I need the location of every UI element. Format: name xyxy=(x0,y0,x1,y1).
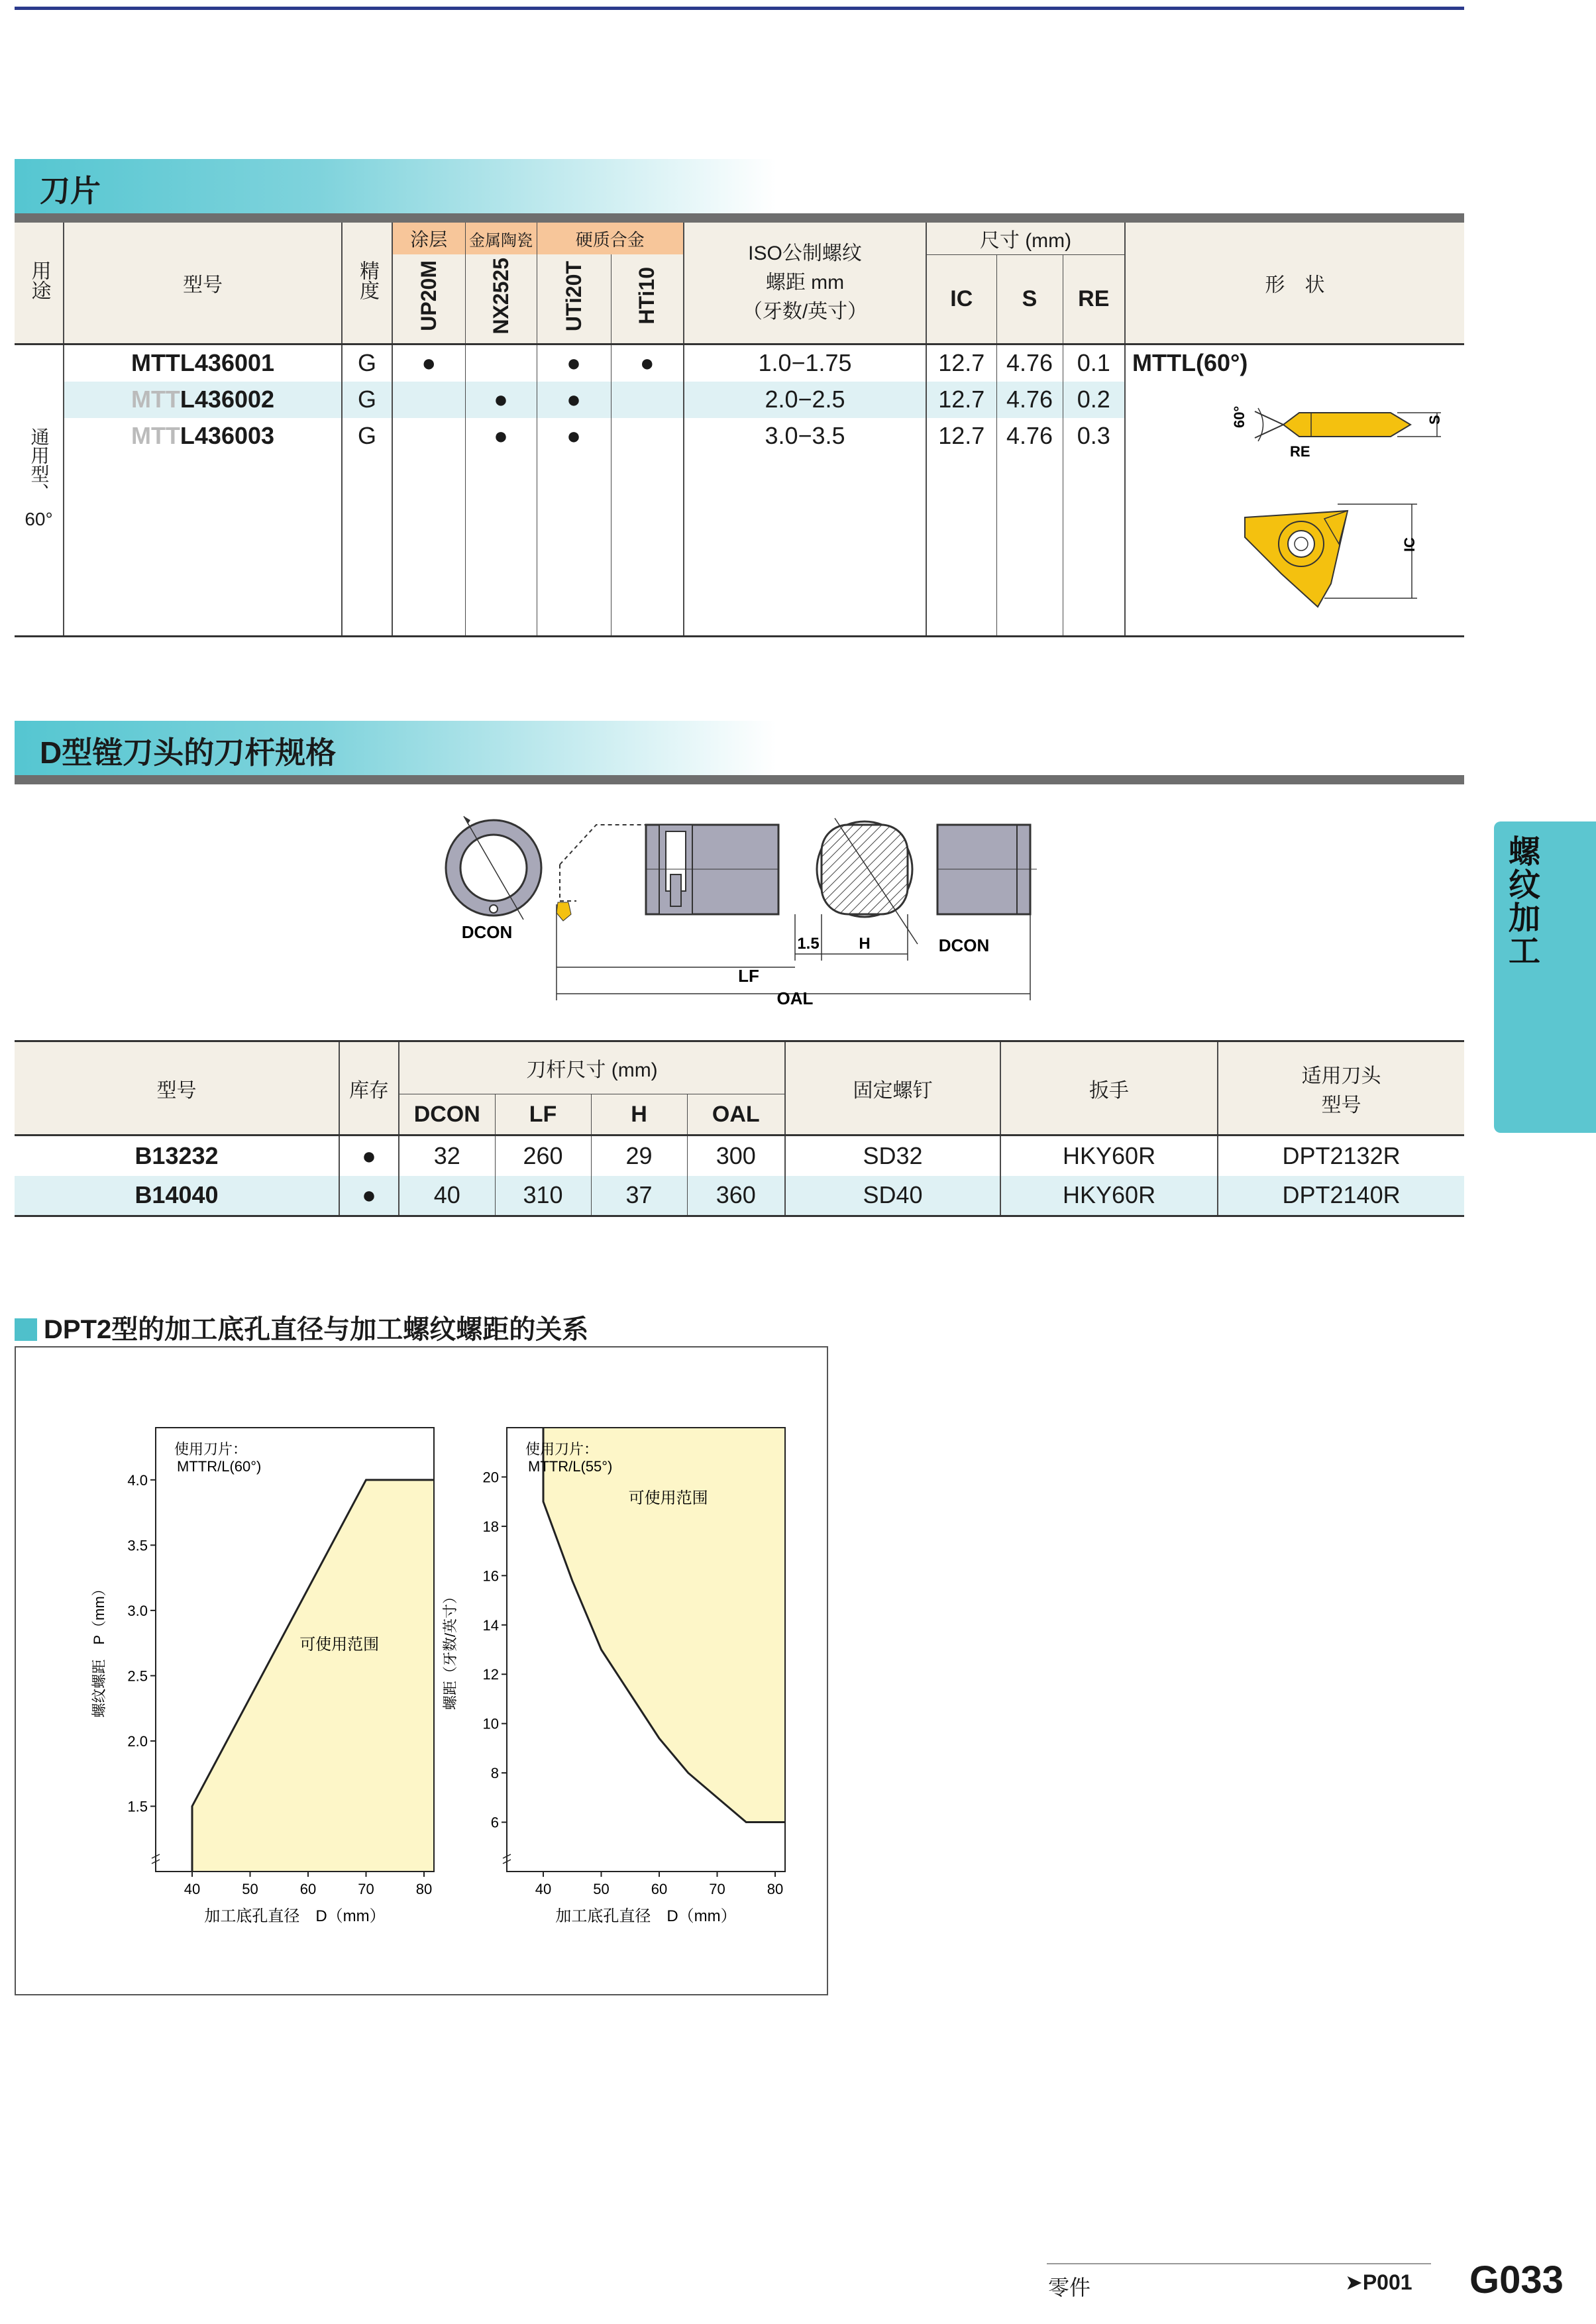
holder-lf: 260 xyxy=(495,1136,591,1176)
insert-pitch: 1.0−1.75 xyxy=(684,345,926,382)
hdr-usage: 用途 xyxy=(15,223,64,344)
y-tick-label: 3.5 xyxy=(127,1537,148,1554)
section-title-inserts: 刀片 xyxy=(40,174,101,208)
holder-wrench: HKY60R xyxy=(1000,1136,1218,1176)
section-bar xyxy=(15,213,1464,223)
section-title-holder: D型镗刀头的刀杆规格 xyxy=(40,735,337,770)
ic-label: IC xyxy=(1401,537,1418,552)
usable-region xyxy=(543,1428,785,1822)
dot: ● xyxy=(392,345,465,382)
y-tick-label: 8 xyxy=(490,1765,499,1782)
hdr-ic: IC xyxy=(926,254,996,344)
region-label: 可使用范围 xyxy=(628,1489,708,1507)
hdr-head: 适用刀头 型号 xyxy=(1301,1065,1381,1116)
holder-screw: SD40 xyxy=(785,1176,1000,1216)
insert-ic: 12.7 xyxy=(926,418,996,454)
y-tick-label: 10 xyxy=(482,1715,499,1732)
insert-re: 0.1 xyxy=(1063,345,1125,382)
insert-note: MTTR/L(55°) xyxy=(528,1458,613,1475)
re-label: RE xyxy=(1290,443,1310,460)
hdr-screw: 固定螺钉 xyxy=(785,1041,1000,1136)
y-tick-label: 18 xyxy=(482,1518,499,1535)
angle-label: 60° xyxy=(1231,405,1248,428)
hdr-re: RE xyxy=(1063,254,1125,344)
x-axis-label: 加工底孔直径 D（mm） xyxy=(555,1907,737,1925)
x-tick-label: 60 xyxy=(299,1881,317,1897)
top-rule xyxy=(15,7,1464,10)
insert-precision: G xyxy=(342,418,392,454)
holder-model: B13232 xyxy=(15,1136,339,1176)
usable-region xyxy=(192,1480,434,1872)
dcon-label-left: DCON xyxy=(461,922,513,942)
holder-h: 37 xyxy=(591,1176,687,1216)
x-axis-label: 加工底孔直径 D（mm） xyxy=(204,1907,386,1925)
holder-screw: SD32 xyxy=(785,1136,1000,1176)
hdr-grade-hti10: HTi10 xyxy=(611,254,684,344)
insert-pitch: 3.0−3.5 xyxy=(684,418,926,454)
holder-head: DPT2140R xyxy=(1282,1181,1401,1209)
hdr-coating: 涂层 xyxy=(392,223,465,254)
holder-h: 29 xyxy=(591,1136,687,1176)
region-label: 可使用范围 xyxy=(299,1636,380,1654)
hdr-lf: LF xyxy=(495,1094,591,1136)
table-row xyxy=(15,345,1464,382)
y-tick-label: 16 xyxy=(482,1567,499,1585)
hdr-shank: 刀杆尺寸 (mm) xyxy=(399,1041,785,1094)
footer-ref-link[interactable]: ➤P001 xyxy=(1345,2270,1412,2294)
holder-stock: ● xyxy=(339,1176,399,1216)
dot xyxy=(465,345,537,382)
s-label: S xyxy=(1426,414,1444,425)
holder-oal: 360 xyxy=(687,1176,785,1216)
holder-stock: ● xyxy=(339,1136,399,1176)
hdr-shape: 形 状 xyxy=(1265,274,1325,296)
holder-head: DPT2132R xyxy=(1282,1142,1401,1169)
footer-parts: 零件 xyxy=(1048,2276,1091,2299)
insert-s: 4.76 xyxy=(996,345,1063,382)
dot: ● xyxy=(537,345,611,382)
x-tick-label: 70 xyxy=(709,1881,725,1897)
dot xyxy=(611,418,684,454)
insert-ic: 12.7 xyxy=(926,345,996,382)
insert-model: MTTL436003 xyxy=(64,418,342,454)
hdr-grade-nx2525: NX2525 xyxy=(465,254,537,344)
y-tick-label: 2.5 xyxy=(127,1667,148,1685)
lf-label: LF xyxy=(738,966,759,986)
y-axis-label: 螺距（牙数/英寸） xyxy=(442,1589,458,1711)
insert-s: 4.76 xyxy=(996,382,1063,418)
hdr-model: 型号 xyxy=(64,223,342,344)
hdr-precision: 精度 xyxy=(342,223,392,344)
insert-ic: 12.7 xyxy=(926,382,996,418)
footer-rule xyxy=(1047,2263,1431,2264)
hdr-iso: ISO公制螺纹 螺距 mm （牙数/英寸） xyxy=(684,223,926,344)
y-tick-label: 4.0 xyxy=(127,1471,148,1489)
section-bar xyxy=(15,775,1464,784)
dot: ● xyxy=(537,382,611,418)
insert-pitch: 2.0−2.5 xyxy=(684,382,926,418)
hdr-grade-uti20t: UTi20T xyxy=(537,254,611,344)
dcon-label-right: DCON xyxy=(938,935,990,955)
y-tick-label: 2.0 xyxy=(127,1732,148,1750)
x-tick-label: 40 xyxy=(184,1881,201,1897)
holder-wrench: HKY60R xyxy=(1000,1176,1218,1216)
dot xyxy=(611,382,684,418)
usage-cell: 通用型、 60° xyxy=(15,345,64,637)
hdr-carbide: 硬质合金 xyxy=(537,223,684,254)
shape-label: MTTL(60°) xyxy=(1132,348,1248,376)
chart-metric-pitch xyxy=(86,1411,457,1941)
insert-s: 4.76 xyxy=(996,418,1063,454)
y-tick-label: 1.5 xyxy=(127,1798,148,1815)
insert-note: 使用刀片： xyxy=(174,1441,248,1457)
x-tick-label: 80 xyxy=(767,1881,784,1897)
insert-shape-drawing xyxy=(1126,345,1465,637)
dim-15-label: 1.5 xyxy=(797,935,820,953)
hdr-dcon: DCON xyxy=(399,1094,495,1136)
shape-cell xyxy=(1125,345,1464,637)
y-tick-label: 12 xyxy=(482,1666,499,1683)
side-tab-threading[interactable] xyxy=(1494,821,1596,1133)
hdr-stock: 库存 xyxy=(339,1041,399,1136)
holder-oal: 300 xyxy=(687,1136,785,1176)
hdr-model: 型号 xyxy=(15,1041,339,1136)
chart-inch-pitch xyxy=(437,1411,808,1941)
insert-note: MTTR/L(60°) xyxy=(177,1458,262,1475)
y-tick-label: 20 xyxy=(482,1469,499,1486)
x-tick-label: 50 xyxy=(242,1881,258,1897)
hdr-wrench: 扳手 xyxy=(1000,1041,1218,1136)
hdr-s: S xyxy=(996,254,1063,344)
y-tick-label: 14 xyxy=(482,1616,499,1634)
hdr-grade-up20m: UP20M xyxy=(392,254,465,344)
x-tick-label: 50 xyxy=(593,1881,610,1897)
dot xyxy=(392,418,465,454)
dot: ● xyxy=(537,418,611,454)
section-header-holder xyxy=(15,721,776,775)
y-tick-label: 6 xyxy=(490,1814,499,1831)
holder-table xyxy=(15,1040,1464,1217)
chart-section-title: DPT2型的加工底孔直径与加工螺纹螺距的关系 xyxy=(15,1308,588,1346)
insert-re: 0.2 xyxy=(1063,382,1125,418)
insert-model: MTTL436001 xyxy=(64,345,342,382)
dot: ● xyxy=(465,418,537,454)
holder-diagram xyxy=(424,795,1060,1020)
side-tab-label: 螺纹加工 xyxy=(1509,835,1541,969)
y-axis-label: 螺纹螺距 P（mm） xyxy=(91,1581,107,1718)
h-label: H xyxy=(859,935,871,953)
insert-precision: G xyxy=(342,345,392,382)
holder-lf: 310 xyxy=(495,1176,591,1216)
x-tick-label: 60 xyxy=(651,1881,668,1897)
hdr-h: H xyxy=(591,1094,687,1136)
insert-model: MTTL436002 xyxy=(64,382,342,418)
holder-model: B14040 xyxy=(15,1176,339,1216)
holder-dcon: 40 xyxy=(399,1176,495,1216)
x-tick-label: 80 xyxy=(415,1881,433,1897)
hdr-oal: OAL xyxy=(687,1094,785,1136)
dot: ● xyxy=(611,345,684,382)
y-tick-label: 3.0 xyxy=(127,1602,148,1619)
hdr-cermet: 金属陶瓷 xyxy=(465,223,537,254)
x-tick-label: 40 xyxy=(535,1881,552,1897)
holder-dcon: 32 xyxy=(399,1136,495,1176)
dot: ● xyxy=(465,382,537,418)
oal-label: OAL xyxy=(776,988,814,1008)
insert-re: 0.3 xyxy=(1063,418,1125,454)
hdr-size: 尺寸 (mm) xyxy=(926,223,1125,254)
insert-precision: G xyxy=(342,382,392,418)
section-square-icon xyxy=(15,1318,37,1341)
table-row xyxy=(15,1176,1464,1216)
dot xyxy=(392,382,465,418)
section-header-inserts xyxy=(15,159,776,213)
table-row xyxy=(15,1136,1464,1176)
insert-table xyxy=(15,223,1464,637)
page-number: G033 xyxy=(1469,2258,1564,2301)
insert-note: 使用刀片： xyxy=(525,1441,599,1457)
x-tick-label: 70 xyxy=(358,1881,374,1897)
